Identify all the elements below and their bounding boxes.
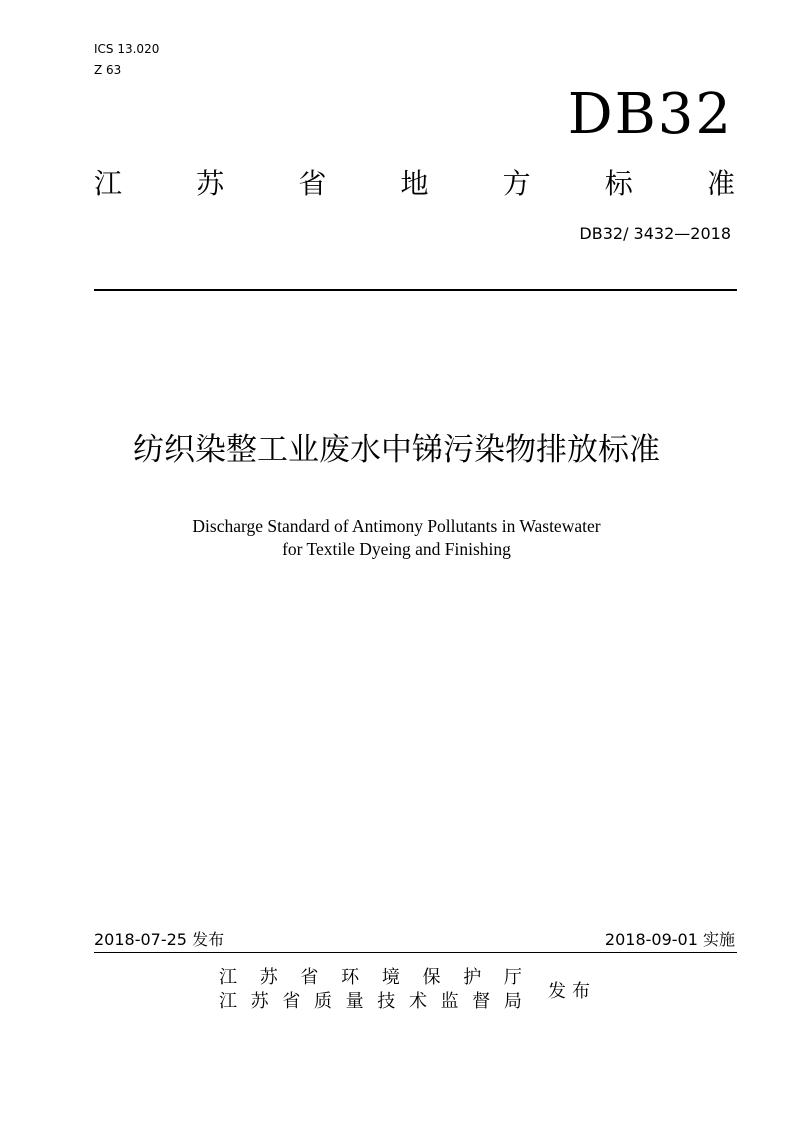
title-english-line-1: Discharge Standard of Antimony Pollutants in Wastewater bbox=[192, 516, 601, 536]
header-divider bbox=[94, 289, 737, 291]
issuer-line-1 bbox=[219, 966, 522, 990]
issuer-char: 苏 bbox=[250, 991, 269, 1012]
issuer-char: 省 bbox=[282, 991, 301, 1012]
issue-date: 2018-07-25 发布 bbox=[94, 930, 225, 949]
issuer-char: 量 bbox=[345, 991, 364, 1012]
issuer-names bbox=[219, 966, 522, 1014]
implementation-date: 2018-09-01 实施 bbox=[604, 930, 735, 949]
issuer-char: 督 bbox=[472, 991, 491, 1012]
standard-type-char: 标 bbox=[604, 167, 633, 200]
issue-word: 发布 bbox=[548, 981, 596, 1002]
issuer-char: 保 bbox=[422, 967, 441, 988]
title-english-line-2: for Textile Dyeing and Finishing bbox=[282, 539, 511, 559]
issuer-char: 护 bbox=[463, 967, 482, 988]
standard-type-char: 准 bbox=[706, 167, 735, 200]
issuer-char: 苏 bbox=[259, 967, 278, 988]
ics-code: ICS 13.020 bbox=[94, 42, 160, 56]
issuer-char: 境 bbox=[381, 967, 400, 988]
issuer-char: 术 bbox=[408, 991, 427, 1012]
standard-type-char: 地 bbox=[400, 167, 429, 200]
issuer-block bbox=[219, 966, 596, 1014]
issuer-char: 监 bbox=[440, 991, 459, 1012]
issuer-char: 环 bbox=[341, 967, 360, 988]
issuer-char: 省 bbox=[300, 967, 319, 988]
footer-divider bbox=[94, 952, 737, 953]
issuer-line-2 bbox=[219, 990, 522, 1014]
db-code-logo: DB32 bbox=[567, 82, 733, 147]
title-chinese: 纺织染整工业废水中锑污染物排放标准 bbox=[133, 432, 660, 468]
issuer-char: 局 bbox=[503, 991, 522, 1012]
standard-type-char: 苏 bbox=[196, 167, 225, 200]
issuer-char: 江 bbox=[219, 967, 237, 988]
issuer-char: 技 bbox=[377, 991, 396, 1012]
standard-type-char: 江 bbox=[94, 167, 123, 200]
title-english bbox=[0, 515, 793, 561]
standard-type-char: 省 bbox=[298, 167, 327, 200]
issuer-char: 厅 bbox=[503, 967, 522, 988]
standard-number: DB32/ 3432—2018 bbox=[579, 224, 731, 243]
standard-type-heading bbox=[94, 166, 735, 202]
classification-code: Z 63 bbox=[94, 63, 122, 77]
issuer-char: 江 bbox=[219, 991, 237, 1012]
issuer-char: 质 bbox=[313, 991, 332, 1012]
standard-type-char: 方 bbox=[502, 167, 531, 200]
